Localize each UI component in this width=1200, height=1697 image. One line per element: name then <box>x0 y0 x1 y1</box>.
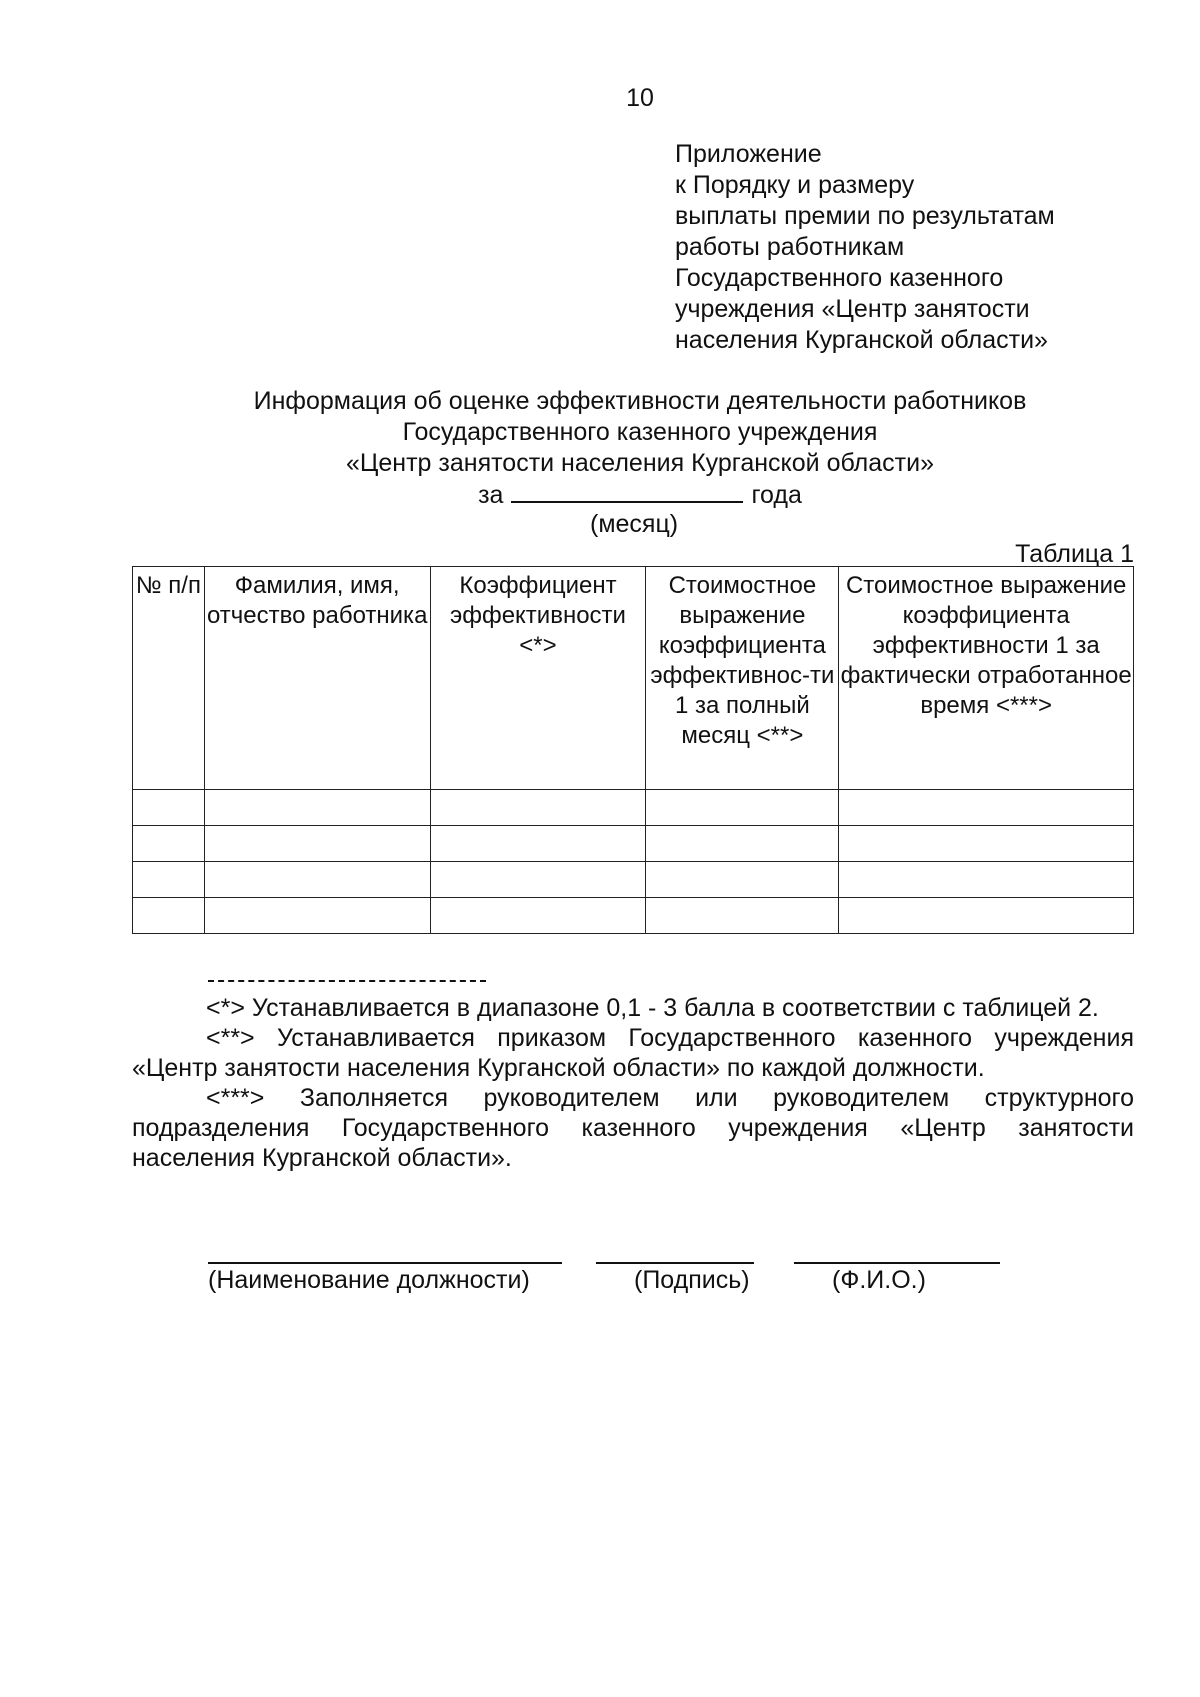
table-cell[interactable] <box>646 862 839 898</box>
document-title <box>0 386 1200 511</box>
table-cell[interactable] <box>839 862 1134 898</box>
table-cell[interactable] <box>204 790 430 826</box>
table-header-row <box>133 567 1134 790</box>
appendix-line: учреждения «Центр занятости <box>675 295 1030 323</box>
signature-line[interactable] <box>596 1262 754 1264</box>
table-cell[interactable] <box>839 898 1134 934</box>
table-cell[interactable] <box>133 826 205 862</box>
appendix-line: Государственного казенного <box>675 264 1004 292</box>
table-cell[interactable] <box>646 826 839 862</box>
appendix-line: к Порядку и размеру <box>675 171 915 199</box>
appendix-line: населения Курганской области» <box>675 326 1048 354</box>
table-row <box>133 826 1134 862</box>
table-cell[interactable] <box>430 862 646 898</box>
footnote-1: <*> Устанавливается в диапазоне 0,1 - 3 балла в соответствии с таблицей 2. <box>206 994 1099 1022</box>
header-full-name: Фамилия, имя, отчество работника <box>204 567 430 790</box>
title-line-2: Государственного казенного учреждения <box>402 418 878 446</box>
header-monthly-value: Стоимостное выражение коэффициента эффективнос-ти 1 за полный месяц <**> <box>646 567 839 790</box>
table-cell[interactable] <box>133 898 205 934</box>
period-prefix: за <box>478 481 504 509</box>
table-cell[interactable] <box>204 898 430 934</box>
table-row <box>133 898 1134 934</box>
appendix-line: работы работникам <box>675 233 905 261</box>
table-cell[interactable] <box>839 826 1134 862</box>
table-cell[interactable] <box>204 826 430 862</box>
signature-label: (Подпись) <box>634 1266 750 1294</box>
table-cell[interactable] <box>430 898 646 934</box>
period-line <box>0 479 1200 511</box>
header-number: № п/п <box>133 567 205 790</box>
table-cell[interactable] <box>430 826 646 862</box>
table-cell[interactable] <box>646 790 839 826</box>
table-cell[interactable] <box>839 790 1134 826</box>
footnotes <box>132 993 1134 1173</box>
footnote-separator <box>208 980 486 982</box>
footnote-2: <**> Устанавливается приказом Государственного казенного учреждения «Центр занятости населения Курганской области» по каждой должности. <box>132 1024 1134 1082</box>
name-label: (Ф.И.О.) <box>832 1266 926 1294</box>
page-number: 10 <box>626 84 654 112</box>
appendix-line: Приложение <box>675 140 822 168</box>
table-cell[interactable] <box>430 790 646 826</box>
table-row <box>133 790 1134 826</box>
month-blank-field[interactable] <box>511 479 743 503</box>
header-actual-time-value: Стоимостное выражение коэффициента эффективности 1 за фактически отработанное время <***> <box>839 567 1134 790</box>
footnote-3: <***> Заполняется руководителем или руководителем структурного подразделения Государственного казенного учреждения «Центр занятости населения Курганской области». <box>132 1084 1134 1172</box>
title-line-3: «Центр занятости населения Курганской области» <box>346 449 934 477</box>
position-label: (Наименование должности) <box>208 1266 530 1294</box>
title-line-1: Информация об оценке эффективности деятельности работников <box>253 387 1027 415</box>
position-signature-line[interactable] <box>208 1262 562 1264</box>
appendix-line: выплаты премии по результатам <box>675 202 1055 230</box>
month-caption: (месяц) <box>590 510 679 538</box>
name-signature-line[interactable] <box>794 1262 1000 1264</box>
table-caption: Таблица 1 <box>1015 540 1134 568</box>
appendix-block <box>675 139 1055 356</box>
table-cell[interactable] <box>133 790 205 826</box>
period-suffix: года <box>751 481 802 509</box>
efficiency-table <box>132 566 1134 934</box>
table-cell[interactable] <box>646 898 839 934</box>
table-row <box>133 862 1134 898</box>
header-coefficient: Коэффициент эффективности <*> <box>430 567 646 790</box>
table-cell[interactable] <box>204 862 430 898</box>
table-cell[interactable] <box>133 862 205 898</box>
